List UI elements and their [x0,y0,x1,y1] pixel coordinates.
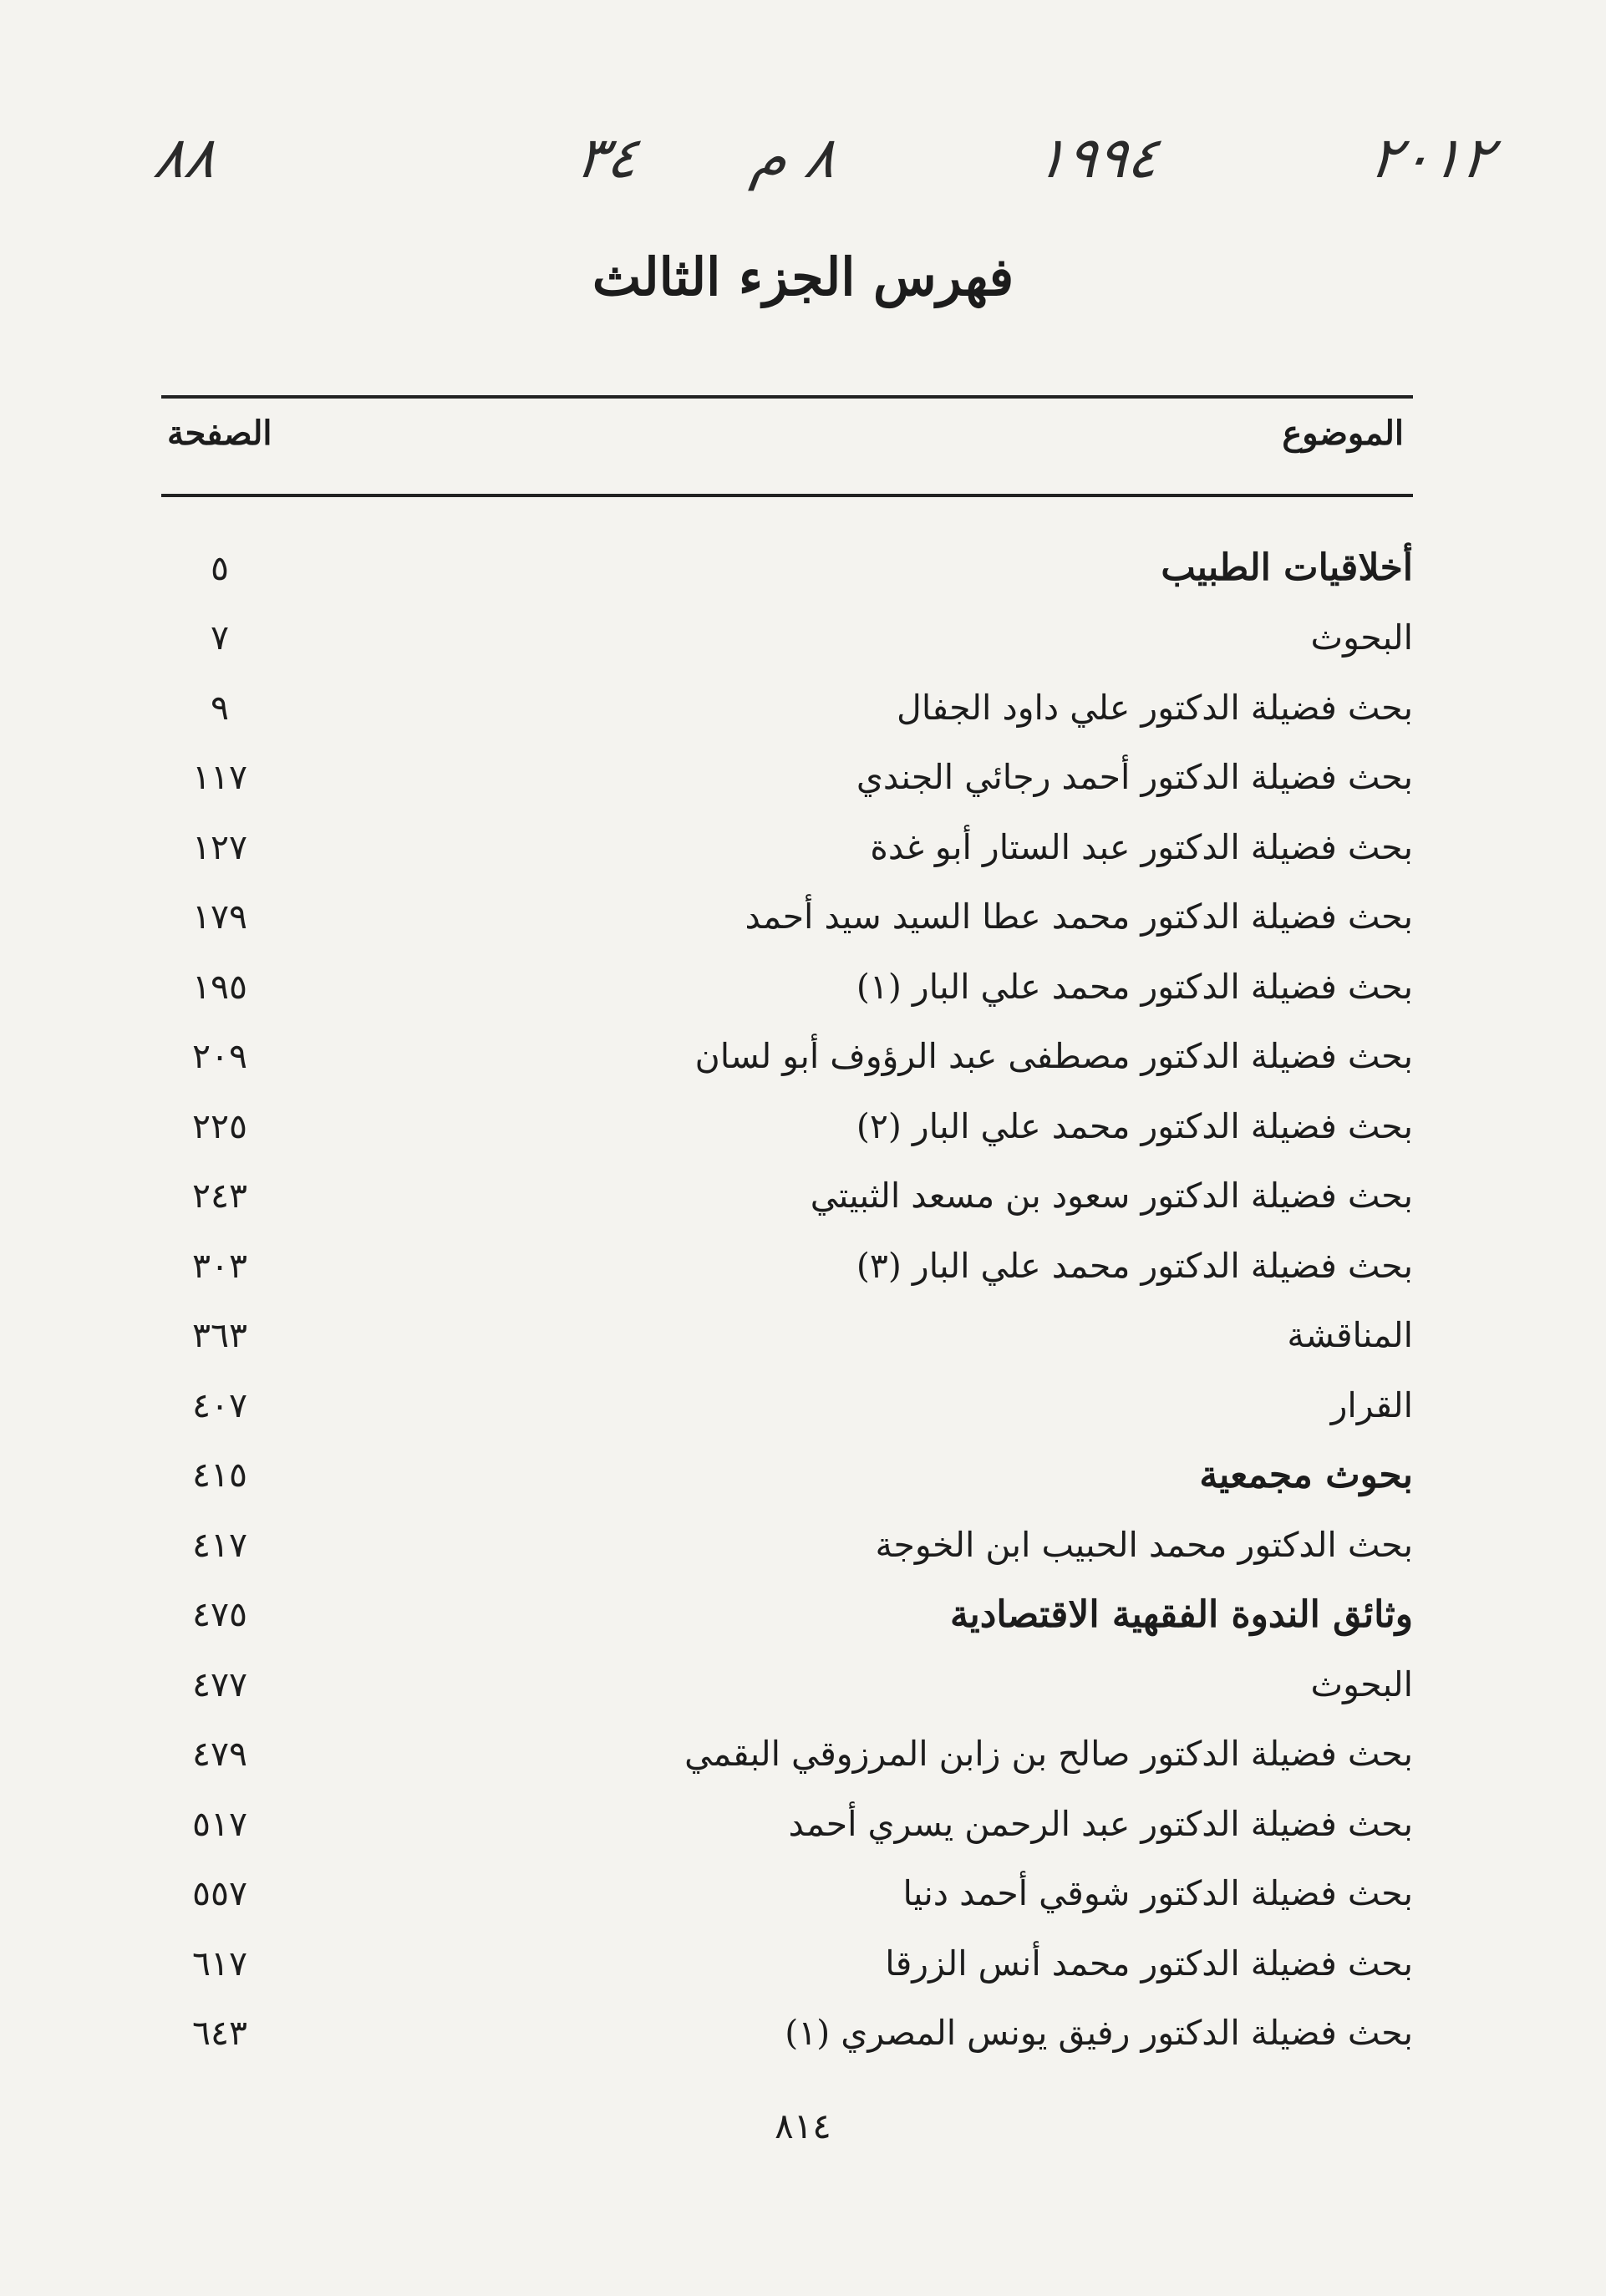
toc-entry [161,1859,1413,1929]
toc-entry-page: ٢٠٩ [191,1036,248,1077]
handwritten-annotation: ٨ م [747,125,841,191]
toc-entry [161,1301,1413,1371]
handwritten-annotation: ٢٠١٢ [1365,125,1497,191]
toc-entry-topic: بحث فضيلة الدكتور محمد أنس الزرقا [885,1943,1413,1984]
toc-entry-page: ٥٥٧ [191,1873,248,1914]
toc-entry-topic: بحث فضيلة الدكتور شوقي أحمد دنيا [902,1873,1413,1914]
toc-entry-page: ٥ [210,547,230,588]
toc-entry [161,1719,1413,1790]
handwritten-annotation: ٨٨ [150,125,221,191]
toc-entry-page: ١٢٧ [191,826,248,867]
toc-entry-topic: بحث فضيلة الدكتور عبد الرحمن يسري أحمد [788,1803,1413,1844]
header-bottom-rule [161,494,1413,497]
toc-entry-page: ٦١٧ [191,1943,248,1984]
page-title: فهرس الجزء الثالث [592,246,1014,307]
toc-entry-topic: بحث فضيلة الدكتور صالح بن زابن المرزوقي البقمي [684,1734,1413,1775]
header-top-rule [161,395,1413,399]
toc-entry-page: ٥١٧ [191,1803,248,1844]
toc-entry-topic: بحث فضيلة الدكتور علي داود الجفال [897,687,1413,728]
toc-entry-page: ٣٦٣ [191,1315,248,1356]
toc-entry [161,1928,1413,1999]
toc-entry [161,1022,1413,1092]
toc-entry-page: ٢٢٥ [191,1105,248,1146]
toc-entry [161,533,1413,603]
column-header-topic: الموضوع [1282,414,1404,453]
toc-entry-page: ٩ [210,687,230,728]
toc-entry [161,1231,1413,1301]
toc-entry-page: ٣٠٣ [191,1245,248,1286]
toc-entry-page: ٦٤٣ [191,2013,248,2054]
toc-entry [161,952,1413,1022]
toc-entry-topic: بحث فضيلة الدكتور عبد الستار أبو غدة [870,826,1413,867]
page-number: ٨١٤ [775,2106,831,2146]
toc-entry-topic: بحث فضيلة الدكتور رفيق يونس المصري (١) [785,2013,1413,2054]
toc-entry-page: ٤١٥ [191,1455,248,1496]
toc-entry-topic: بحث فضيلة الدكتور محمد عطا السيد سيد أحمد [745,897,1413,937]
toc-entry-topic: القرار [1330,1384,1413,1425]
toc-entry-topic: وثائق الندوة الفقهية الاقتصادية [949,1592,1413,1636]
toc-entry-page: ٧ [210,617,230,658]
toc-entry [161,1510,1413,1580]
toc-entry-page: ٤٧٧ [191,1664,248,1704]
toc-entry [161,743,1413,813]
toc-entry-topic: البحوث [1310,1664,1413,1704]
toc-entry-topic: بحث فضيلة الدكتور محمد علي البار (٢) [856,1105,1413,1146]
toc-entry-topic: أخلاقيات الطبيب [1161,546,1413,590]
toc-entry [161,1161,1413,1232]
toc-entry-page: ١١٧ [191,757,248,798]
toc-entry-topic: بحث فضيلة الدكتور محمد علي البار (١) [856,966,1413,1007]
toc-entry [161,1370,1413,1440]
toc-entry [161,1999,1413,2069]
toc-entry-page: ٤٧٥ [191,1594,248,1635]
toc-entry [161,1091,1413,1161]
handwritten-annotation: ١٩٩٤ [1031,125,1163,191]
toc-entry [161,812,1413,882]
toc-entry-topic: بحث فضيلة الدكتور أحمد رجائي الجندي [856,757,1413,798]
toc-entry-page: ٢٤٣ [191,1176,248,1217]
column-header-page: الصفحة [167,414,272,453]
toc-entry-topic: البحوث [1310,617,1413,658]
toc-entry-topic: بحث فضيلة الدكتور محمد علي البار (٣) [856,1245,1413,1286]
toc-entry-topic: بحوث مجمعية [1199,1453,1413,1496]
toc-entry-page: ٤٧٩ [191,1734,248,1775]
toc-entry-page: ١٩٥ [191,966,248,1007]
toc-entry [161,1580,1413,1650]
toc-entry [161,1789,1413,1859]
toc-entry [161,673,1413,743]
toc-entry-page: ١٧٩ [191,897,248,937]
toc-entry-page: ٤٠٧ [191,1384,248,1425]
toc-entry [161,1440,1413,1511]
toc-entry-topic: المناقشة [1287,1315,1413,1356]
handwritten-annotation: ٣٤ [572,125,643,191]
toc-entry-topic: بحث فضيلة الدكتور سعود بن مسعد الثبيتي [810,1176,1413,1217]
toc-entry [161,603,1413,673]
toc-entry [161,882,1413,952]
toc-entries-list [161,533,1413,2068]
toc-entry-topic: بحث الدكتور محمد الحبيب ابن الخوجة [875,1524,1413,1565]
toc-entry-page: ٤١٧ [191,1524,248,1565]
toc-entry-topic: بحث فضيلة الدكتور مصطفى عبد الرؤوف أبو لسان [694,1036,1413,1077]
toc-entry [161,1649,1413,1719]
